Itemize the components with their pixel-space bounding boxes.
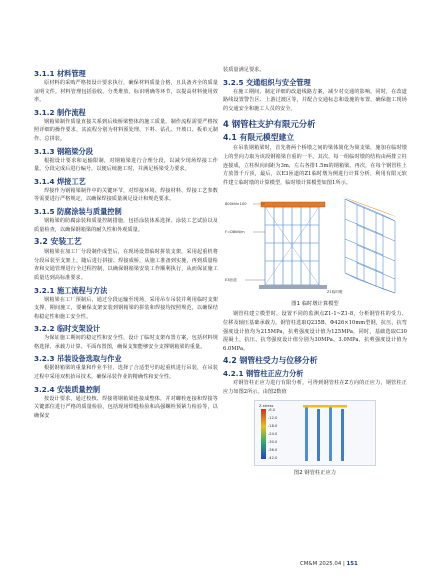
stress-legend-value: -24.0 xyxy=(268,431,278,436)
paragraph-3-2-3: 根据钢箱梁的重量和作业半径，选择了合适型号的起重机进行吊装，在吊装过程中采用双机抬吊技术，确保吊装作业的精确性和安全性。 xyxy=(34,365,218,381)
footer-divider: | xyxy=(343,561,347,567)
heading-3-2-3: 3.2.3 吊装设备选取与作业 xyxy=(34,354,122,364)
fig1-label-pier: Z1临时墩 xyxy=(327,290,343,295)
page-number: 151 xyxy=(346,561,358,567)
steel-columns xyxy=(303,405,347,461)
heading-4: 4 钢管柱支护有限元分析 xyxy=(223,119,316,130)
paragraph-3-1-4: 焊接作为钢箱梁制作中的关键环节，对焊接环境、焊接材料、焊接工艺参数等需要进行严格规定，以确保焊接质量满足设计和规范要求。 xyxy=(34,187,218,203)
stress-legend-value: -36.0 xyxy=(268,447,278,452)
paragraph-4-1-b: 钢管柱建立模型时，设置不同的监测点Z1-1~Z1-8，分析钢管柱的受力、位移及轴压基础承载力。钢管柱选取Q235B、Φ426×10mm型钢，抗压、抗弯强度设计值均为215MPa，抗剪强度设计值为125MPa，同时，基础选取C30混凝土，抗压、抗弯强度设计值分别为30MPa、3.0MPa，抗剪强度设计值为6.0MPa。 xyxy=(223,311,407,352)
paragraph-4-2-1: 对钢管柱正应力进行有限分析，可得到钢管柱在Z方向的正应力，钢管柱正应力如图2所示。由图2数值 xyxy=(223,380,407,395)
top-beam xyxy=(261,202,325,207)
heading-3-2-4: 3.2.4 安装质量控制 xyxy=(34,384,101,394)
model-drawing xyxy=(223,189,407,297)
paragraph-3-1-2: 钢箱梁制作质量直接关系到后续桥梁整体的施工质量。制作流程需要严格按照详细的操作要求，其流程分别为材料预处理、下料、钻孔、开坡口、板单元制作、总拼装。 xyxy=(34,118,218,142)
journal-info: CM&M 2025.04 xyxy=(300,561,342,567)
paragraph-continued: 装质量满足要求。 xyxy=(223,67,265,73)
stress-legend-value: -18.0 xyxy=(268,423,278,428)
front-frame xyxy=(265,207,319,285)
paragraph-3-2-5: 在施工期间，制定详细的改道线路方案，减少对交通的影响。同时，在改道路线设置警告区、上游过渡区等，并配合交通标志和设施的布置，确保施工现场的交通安全和施工人员的安全。 xyxy=(223,88,407,112)
heading-4-2-1: 4.2.1 钢管柱正应力分析 xyxy=(223,369,304,379)
paragraph-3-1-3: 根据设计要求和运输限制，对钢箱梁进行合理分段，以减少现场焊接工作量。分段完成后进行编号，以便后续施工时，并满足桥梁受力要求。 xyxy=(34,157,218,173)
heading-3-2: 3.2 安装工艺 xyxy=(34,237,82,247)
figure-2-stress xyxy=(254,400,376,466)
heading-3-1-1: 3.1.1 材料管理 xyxy=(34,69,86,78)
right-column xyxy=(223,66,407,479)
heading-3-1-5: 3.1.5 防腐涂装与质量控制 xyxy=(34,206,122,216)
paragraph-3-1-5: 钢箱梁的防腐涂装和质量控制措施，包括涂装体系选择、涂装工艺试验以及质量检查，以确保钢箱梁的耐久性和外观质量。 xyxy=(34,217,218,233)
heading-3-1-2: 3.1.2 制作流程 xyxy=(34,107,86,117)
heading-4-2: 4.2 钢管柱受力与位移分析 xyxy=(223,356,318,366)
paragraph-3-1-1: 原材料的采购严格按设计要求执行，确保材料质量合格，且具备齐全的质量证明文件。材料管理包括验收、分类堆放、标识明确等环节，以提高材料使用效率。 xyxy=(34,80,218,104)
iso-top-beam xyxy=(341,196,399,218)
heading-3-1-3: 3.1.3 钢箱梁分段 xyxy=(34,146,93,156)
heading-3-1-4: 3.1.4 焊接工艺 xyxy=(34,176,86,186)
stress-legend-values xyxy=(268,408,278,460)
stress-legend-value: -30.0 xyxy=(268,439,278,444)
stress-plot xyxy=(255,401,375,465)
stress-legend-value: -6.0 xyxy=(268,407,276,412)
isometric-frame xyxy=(345,199,395,293)
heading-3-2-2: 3.2.2 临时支架设计 xyxy=(34,324,101,334)
paragraph-4-1-a: 在吊装钢箱梁时，首先将两个桥墩之间的梁体简化为简支梁，施加在临时墩上的竖向力取为该段钢箱梁自重的一半。其次，每一组临时墩的结构由两排立柱连接成，立柱纵向间距为3m，左右各排1.5m的钢箱梁。再次，在每个钢管柱上方放置千斤顶，最后，以E3匝道的Z1临时墩为例进行计算分析，利用有限元软件建立临时墩的计算模型，临时墩计算模型如图1所示。 xyxy=(223,145,407,186)
figure-2-caption: 图2 钢管柱正应力 xyxy=(293,469,337,476)
paragraph-3-2: 钢箱梁在加工厂分段制作成型后，在现场设置临时拼装支架，采用起重机将分段吊装至支架上，随后进行拼接、焊接成桥，从施工准备到实施，再到质量检查和交通管理进行全过程控制，以确保钢箱梁安装工作顺利执行，从而保证施工质量达到高标准要求。 xyxy=(34,249,218,281)
heading-3-2-1: 3.2.1 施工流程与方法 xyxy=(34,285,108,295)
stress-legend-value: -12.0 xyxy=(268,415,278,420)
heading-3-2-5: 3.2.5 交通组织与安全管理 xyxy=(223,77,311,87)
paragraph-3-2-2: 为保证施工期间的稳定性和安全性，设计了临时支架布置方案，包括材料规格选择、承载力计算、平面布置图，确保支架能够安全支撑钢箱梁的重量。 xyxy=(34,335,218,350)
left-column xyxy=(34,66,218,420)
paragraph-3-2-1: 钢箱梁在工厂预制后，通过分段运输至现场，采用吊车吊装并利用临时支架支撑，期间施工，要确保支架安装到钢箱梁的拼装和焊接均按照规范，以确保结构稳定性和施工安全性。 xyxy=(34,296,218,320)
fig1-label-ramp: E3匝道 xyxy=(225,278,237,283)
stress-legend-bar xyxy=(261,409,266,459)
figure-1-model xyxy=(223,189,407,297)
stress-legend-title: Z-stress xyxy=(259,403,274,408)
fig1-label-load: 800kN×100 xyxy=(225,202,247,207)
paragraph-3-2-4: 按设计要求，通过校核、焊接将钢箱梁连接成整体，并对螺栓连接和焊接等关键部位进行严格的质量检验，包括现场焊缝检验和高强螺栓预紧力检验等，以确保安 xyxy=(34,395,218,419)
figure-1-caption: 图1 临时墩计算模型 xyxy=(291,301,339,308)
fig1-label-force: F=D8kN/m xyxy=(225,230,245,235)
stress-legend-value: -42.0 xyxy=(268,455,278,460)
foundation xyxy=(259,285,327,289)
heading-4-1: 4.1 有限元模型建立 xyxy=(223,133,295,143)
page-footer xyxy=(300,561,358,567)
